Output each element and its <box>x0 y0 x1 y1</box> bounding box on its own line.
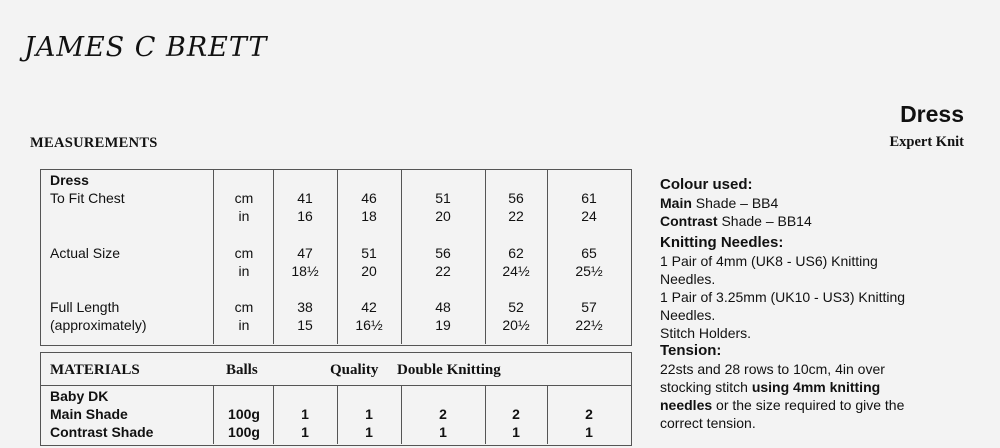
size-value: 22 <box>435 263 451 279</box>
ball-count: 1 <box>301 424 309 440</box>
size-value: 51 <box>361 245 377 261</box>
unit-label: in <box>238 317 250 333</box>
garment-name: Dress <box>50 172 89 188</box>
size-value: 56 <box>508 190 524 206</box>
brand-logo: JAMES C BRETT <box>24 32 268 63</box>
tension-text: or the size required to give the <box>712 397 905 413</box>
tension-emphasis: using 4mm knitting <box>751 379 881 395</box>
ball-count: 1 <box>512 424 520 440</box>
materials-header-divider <box>40 385 631 386</box>
table-divider <box>547 385 548 444</box>
needles-line: Stitch Holders. <box>660 325 752 341</box>
size-value: 57 <box>581 299 597 315</box>
needles-line: Needles. <box>660 271 716 287</box>
contrast-colour <box>660 212 960 230</box>
needles-line: 1 Pair of 3.25mm (UK10 - US3) Knitting <box>660 289 906 305</box>
contrast-colour-value: Shade – BB14 <box>717 213 812 229</box>
contrast-colour-label: Contrast <box>660 213 718 229</box>
ball-count: 1 <box>365 424 373 440</box>
unit-label: cm <box>234 299 254 315</box>
size-value: 47 <box>297 245 313 261</box>
ball-count: 1 <box>301 406 309 422</box>
row-label: Full Length <box>50 299 120 315</box>
row-label: Actual Size <box>50 245 121 261</box>
material-row-label: Main Shade <box>50 406 128 422</box>
size-value: 16½ <box>355 317 383 333</box>
ball-count: 1 <box>365 406 373 422</box>
ball-count: 1 <box>585 424 593 440</box>
tension-line: 22sts and 28 rows to 10cm, 4in over <box>660 361 885 377</box>
needles-heading: Knitting Needles: <box>660 234 784 251</box>
material-row-label: Contrast Shade <box>50 424 154 440</box>
pattern-title: Dress <box>900 101 964 127</box>
size-value: 56 <box>435 245 451 261</box>
main-colour-value: Shade – BB4 <box>691 195 779 211</box>
unit-label: in <box>238 208 250 224</box>
size-value: 46 <box>361 190 377 206</box>
size-value: 20 <box>435 208 451 224</box>
pattern-info <box>660 176 960 432</box>
pattern-level: Expert Knit <box>889 134 964 150</box>
size-value: 25½ <box>575 263 603 279</box>
ball-count: 2 <box>512 406 520 422</box>
tension-line: correct tension. <box>660 415 756 431</box>
size-value: 18½ <box>291 263 319 279</box>
unit-label: in <box>238 263 250 279</box>
tension-line <box>660 396 960 414</box>
size-value: 19 <box>435 317 451 333</box>
size-value: 16 <box>297 208 313 224</box>
quality-value: Double Knitting <box>397 362 501 378</box>
main-colour-label: Main <box>660 195 692 211</box>
tension-text: stocking stitch <box>660 379 752 395</box>
size-value: 52 <box>508 299 524 315</box>
row-label-note: (approximately) <box>50 317 147 333</box>
material-weight: 100g <box>228 406 260 422</box>
ball-count: 2 <box>439 406 447 422</box>
size-value: 20½ <box>502 317 530 333</box>
measurements-heading: MEASUREMENTS <box>30 135 158 151</box>
materials-heading: MATERIALS <box>50 362 140 378</box>
ball-count: 2 <box>585 406 593 422</box>
tension-heading: Tension: <box>660 342 722 359</box>
size-value: 24 <box>581 208 597 224</box>
size-value: 65 <box>581 245 597 261</box>
unit-label: cm <box>234 190 254 206</box>
size-value: 18 <box>361 208 377 224</box>
table-divider <box>547 169 548 344</box>
size-value: 15 <box>297 317 313 333</box>
yarn-name: Baby DK <box>50 388 109 404</box>
size-value: 62 <box>508 245 524 261</box>
row-label: To Fit Chest <box>50 190 125 206</box>
main-colour <box>660 194 960 212</box>
needles-line: 1 Pair of 4mm (UK8 - US6) Knitting <box>660 253 878 269</box>
size-value: 20 <box>361 263 377 279</box>
needles-line: Needles. <box>660 307 716 323</box>
unit-label: cm <box>234 245 254 261</box>
size-value: 48 <box>435 299 451 315</box>
tension-line <box>660 378 960 396</box>
material-weight: 100g <box>228 424 260 440</box>
table-divider <box>401 169 402 344</box>
colour-heading: Colour used: <box>660 176 753 193</box>
size-value: 22½ <box>575 317 603 333</box>
tension-emphasis: needles <box>660 397 713 413</box>
ball-count: 1 <box>439 424 447 440</box>
table-divider <box>401 385 402 444</box>
size-value: 38 <box>297 299 313 315</box>
size-value: 51 <box>435 190 451 206</box>
size-value: 41 <box>297 190 313 206</box>
balls-label: Balls <box>226 362 258 378</box>
table-divider <box>337 385 338 444</box>
size-value: 42 <box>361 299 377 315</box>
size-value: 61 <box>581 190 597 206</box>
quality-label: Quality <box>330 362 379 378</box>
size-value: 24½ <box>502 263 530 279</box>
size-value: 22 <box>508 208 524 224</box>
table-divider <box>337 169 338 344</box>
